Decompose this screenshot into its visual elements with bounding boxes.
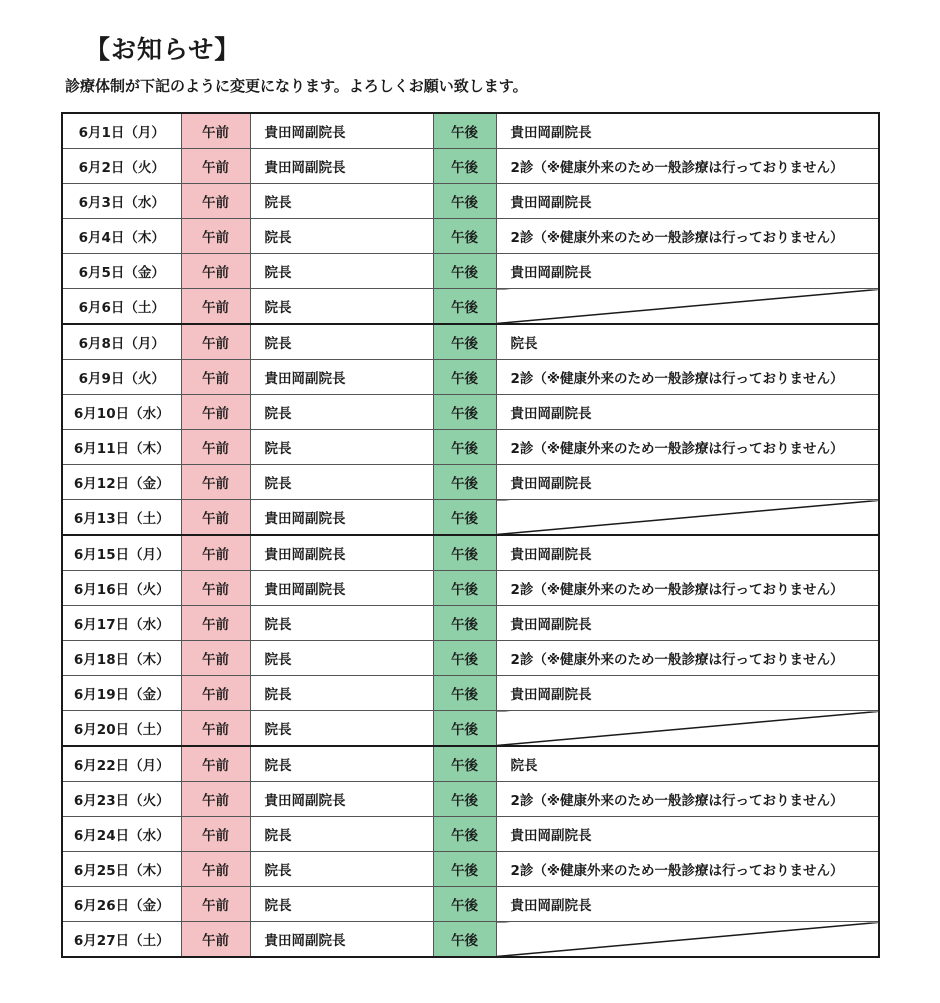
am-doctor: 院長 [250, 676, 433, 711]
pm-doctor: 貴田岡副院長 [496, 676, 879, 711]
pm-label: 午後 [433, 219, 496, 254]
pm-label: 午後 [433, 149, 496, 184]
am-doctor: 院長 [250, 606, 433, 641]
date-cell: 6月5日（金） [62, 254, 181, 289]
am-label: 午前 [181, 184, 250, 219]
date-cell: 6月18日（木） [62, 641, 181, 676]
pm-doctor: 貴田岡副院長 [496, 606, 879, 641]
am-doctor: 院長 [250, 465, 433, 500]
pm-doctor: 貴田岡副院長 [496, 254, 879, 289]
date-cell: 6月3日（水） [62, 184, 181, 219]
date-cell: 6月1日（月） [62, 113, 181, 149]
date-cell: 6月23日（火） [62, 782, 181, 817]
date-cell: 6月11日（木） [62, 430, 181, 465]
pm-label: 午後 [433, 711, 496, 747]
am-label: 午前 [181, 922, 250, 958]
pm-label: 午後 [433, 430, 496, 465]
am-doctor: 院長 [250, 324, 433, 360]
pm-label: 午後 [433, 746, 496, 782]
am-label: 午前 [181, 395, 250, 430]
am-doctor: 院長 [250, 746, 433, 782]
am-label: 午前 [181, 852, 250, 887]
am-label: 午前 [181, 711, 250, 747]
am-doctor: 院長 [250, 430, 433, 465]
schedule-row [62, 360, 879, 395]
date-cell: 6月12日（金） [62, 465, 181, 500]
pm-label: 午後 [433, 641, 496, 676]
pm-label: 午後 [433, 113, 496, 149]
schedule-row [62, 289, 879, 325]
date-cell: 6月10日（水） [62, 395, 181, 430]
date-cell: 6月9日（火） [62, 360, 181, 395]
schedule-row [62, 746, 879, 782]
pm-label: 午後 [433, 606, 496, 641]
am-label: 午前 [181, 887, 250, 922]
schedule-row [62, 711, 879, 747]
am-doctor: 貴田岡副院長 [250, 782, 433, 817]
schedule-row [62, 395, 879, 430]
schedule-row [62, 676, 879, 711]
pm-label: 午後 [433, 324, 496, 360]
notice-text: 診療体制が下記のように変更になります。よろしくお願い致します。 [65, 77, 528, 95]
pm-label: 午後 [433, 676, 496, 711]
am-doctor: 院長 [250, 219, 433, 254]
am-doctor: 貴田岡副院長 [250, 149, 433, 184]
pm-label: 午後 [433, 535, 496, 571]
schedule-row [62, 887, 879, 922]
date-cell: 6月16日（火） [62, 571, 181, 606]
pm-label: 午後 [433, 254, 496, 289]
date-cell: 6月13日（土） [62, 500, 181, 536]
pm-doctor: 2診（※健康外来のため一般診療は行っておりません） [496, 571, 879, 606]
am-label: 午前 [181, 465, 250, 500]
date-cell: 6月4日（木） [62, 219, 181, 254]
date-cell: 6月20日（土） [62, 711, 181, 747]
pm-label: 午後 [433, 465, 496, 500]
schedule-row [62, 641, 879, 676]
pm-label: 午後 [433, 922, 496, 958]
schedule-row [62, 782, 879, 817]
am-doctor: 院長 [250, 395, 433, 430]
am-doctor: 貴田岡副院長 [250, 113, 433, 149]
pm-doctor-closed [496, 922, 879, 958]
schedule-row [62, 324, 879, 360]
date-cell: 6月15日（月） [62, 535, 181, 571]
pm-doctor: 2診（※健康外来のため一般診療は行っておりません） [496, 641, 879, 676]
am-doctor: 貴田岡副院長 [250, 922, 433, 958]
schedule-row [62, 922, 879, 958]
am-doctor: 院長 [250, 254, 433, 289]
am-label: 午前 [181, 641, 250, 676]
am-label: 午前 [181, 254, 250, 289]
am-label: 午前 [181, 324, 250, 360]
date-cell: 6月22日（月） [62, 746, 181, 782]
pm-label: 午後 [433, 360, 496, 395]
am-label: 午前 [181, 500, 250, 536]
schedule-table [61, 112, 880, 958]
date-cell: 6月27日（土） [62, 922, 181, 958]
schedule-row [62, 149, 879, 184]
am-label: 午前 [181, 430, 250, 465]
pm-label: 午後 [433, 289, 496, 325]
am-label: 午前 [181, 113, 250, 149]
schedule-row [62, 430, 879, 465]
pm-doctor: 2診（※健康外来のため一般診療は行っておりません） [496, 219, 879, 254]
pm-label: 午後 [433, 782, 496, 817]
page-title: 【お知らせ】 [85, 35, 241, 64]
schedule-row [62, 184, 879, 219]
pm-doctor-closed [496, 289, 879, 325]
schedule-row [62, 817, 879, 852]
am-doctor: 院長 [250, 184, 433, 219]
pm-doctor: 貴田岡副院長 [496, 817, 879, 852]
date-cell: 6月6日（土） [62, 289, 181, 325]
date-cell: 6月19日（金） [62, 676, 181, 711]
pm-label: 午後 [433, 395, 496, 430]
date-cell: 6月17日（水） [62, 606, 181, 641]
pm-doctor: 院長 [496, 746, 879, 782]
date-cell: 6月25日（木） [62, 852, 181, 887]
pm-label: 午後 [433, 571, 496, 606]
pm-doctor: 2診（※健康外来のため一般診療は行っておりません） [496, 430, 879, 465]
schedule-row [62, 113, 879, 149]
date-cell: 6月24日（水） [62, 817, 181, 852]
am-label: 午前 [181, 289, 250, 325]
pm-doctor: 貴田岡副院長 [496, 535, 879, 571]
date-cell: 6月2日（火） [62, 149, 181, 184]
pm-label: 午後 [433, 817, 496, 852]
schedule-row [62, 606, 879, 641]
schedule-row [62, 500, 879, 536]
am-doctor: 院長 [250, 852, 433, 887]
am-doctor: 院長 [250, 289, 433, 325]
am-label: 午前 [181, 746, 250, 782]
schedule-row [62, 219, 879, 254]
am-doctor: 院長 [250, 641, 433, 676]
schedule-row [62, 571, 879, 606]
am-label: 午前 [181, 817, 250, 852]
am-doctor: 貴田岡副院長 [250, 360, 433, 395]
pm-label: 午後 [433, 500, 496, 536]
am-label: 午前 [181, 606, 250, 641]
am-doctor: 貴田岡副院長 [250, 571, 433, 606]
pm-doctor: 2診（※健康外来のため一般診療は行っておりません） [496, 149, 879, 184]
schedule-row [62, 535, 879, 571]
pm-label: 午後 [433, 887, 496, 922]
schedule-body [62, 113, 879, 957]
pm-label: 午後 [433, 852, 496, 887]
am-label: 午前 [181, 360, 250, 395]
pm-doctor: 貴田岡副院長 [496, 887, 879, 922]
am-label: 午前 [181, 782, 250, 817]
am-label: 午前 [181, 676, 250, 711]
schedule-row [62, 852, 879, 887]
pm-doctor-closed [496, 500, 879, 536]
pm-doctor: 貴田岡副院長 [496, 395, 879, 430]
pm-doctor: 院長 [496, 324, 879, 360]
am-doctor: 院長 [250, 817, 433, 852]
am-label: 午前 [181, 571, 250, 606]
pm-doctor: 貴田岡副院長 [496, 113, 879, 149]
date-cell: 6月8日（月） [62, 324, 181, 360]
pm-label: 午後 [433, 184, 496, 219]
pm-doctor-closed [496, 711, 879, 747]
schedule-row [62, 465, 879, 500]
schedule-row [62, 254, 879, 289]
pm-doctor: 貴田岡副院長 [496, 465, 879, 500]
pm-doctor: 2診（※健康外来のため一般診療は行っておりません） [496, 360, 879, 395]
am-doctor: 院長 [250, 711, 433, 747]
am-label: 午前 [181, 219, 250, 254]
pm-doctor: 2診（※健康外来のため一般診療は行っておりません） [496, 852, 879, 887]
am-doctor: 貴田岡副院長 [250, 500, 433, 536]
date-cell: 6月26日（金） [62, 887, 181, 922]
pm-doctor: 貴田岡副院長 [496, 184, 879, 219]
am-doctor: 院長 [250, 887, 433, 922]
am-doctor: 貴田岡副院長 [250, 535, 433, 571]
am-label: 午前 [181, 535, 250, 571]
pm-doctor: 2診（※健康外来のため一般診療は行っておりません） [496, 782, 879, 817]
am-label: 午前 [181, 149, 250, 184]
